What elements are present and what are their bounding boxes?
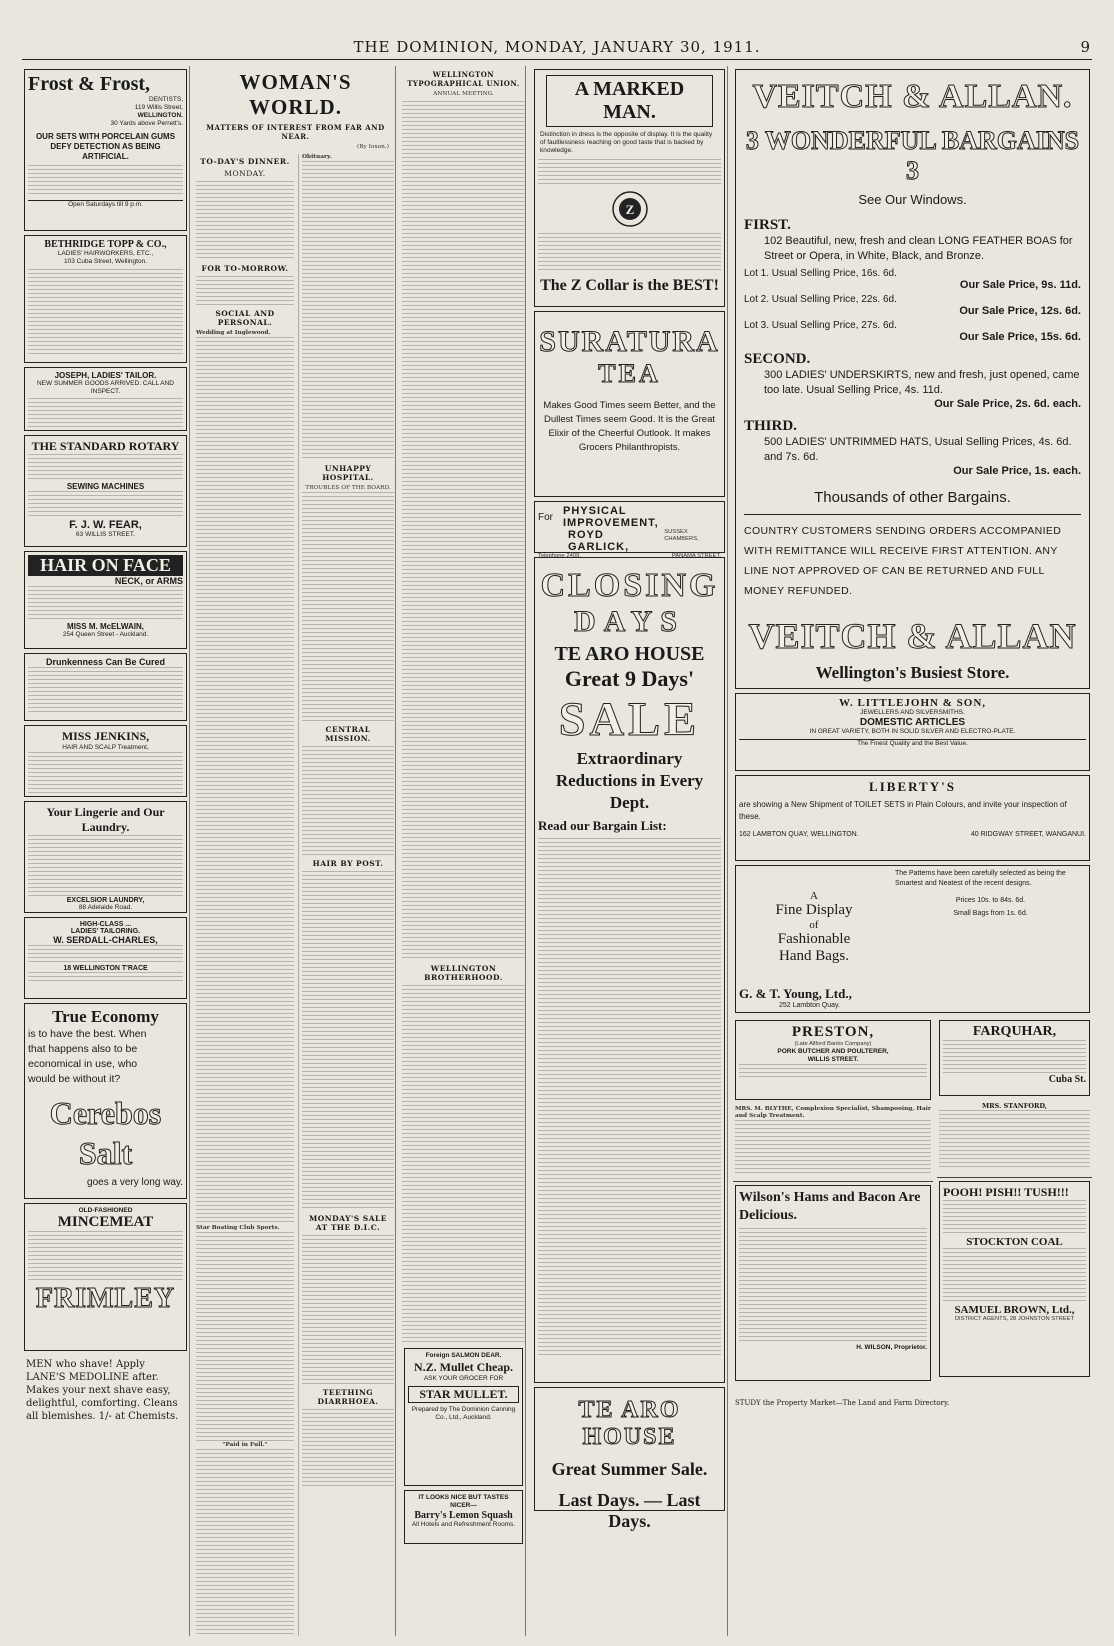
article-heading: MONDAY. — [224, 169, 266, 178]
ad-title: Frost & Frost, — [28, 73, 151, 95]
physical-improvement-ad — [534, 501, 725, 559]
ad-title: Drunkenness Can Be Cured — [45, 657, 166, 667]
ad-text: Hand Bags. — [779, 948, 849, 964]
miss-jenkins-ad — [24, 725, 187, 797]
store-name: TE ARO HOUSE — [554, 643, 705, 665]
ad-text: Cuba St. — [1048, 1074, 1086, 1085]
lanes-medoline-ad: MEN who shave! Apply LANE'S MEDOLINE after. Makes your next shave easy, delightful, comforting. Cleans all blemishes. 1/- at Chemists. — [26, 1359, 179, 1422]
lot-price: Our Sale Price, 1s. each. — [953, 465, 1081, 477]
ad-text: NECK, or ARMS — [114, 576, 183, 586]
ad-text: WILLIS STREET. — [807, 1056, 859, 1063]
farquhar-ad — [939, 1020, 1090, 1096]
ad-text: A — [810, 890, 818, 902]
ad-text: WELLINGTON. — [137, 112, 183, 119]
article-subheading: ANNUAL MEETING. — [433, 91, 494, 97]
column-womans-world — [196, 66, 396, 1636]
ad-text: Small Bags from 1s. 6d. — [953, 910, 1028, 917]
ad-headline: Great 9 Days' — [564, 666, 695, 691]
ad-headline: 3 WONDERFUL BARGAINS 3 — [745, 126, 1080, 185]
ad-headline: POOH! PISH!! TUSH!!! — [943, 1185, 1069, 1199]
ad-title: BETHRIDGE TOPP & CO., — [44, 239, 167, 250]
ad-headline: SALE — [558, 693, 701, 746]
ad-text: 500 LADIES' UNTRIMMED HATS, Usual Selling Prices, 4s. 6d. and 7s. 6d. — [764, 436, 1072, 463]
barrys-lemon-squash-ad — [404, 1490, 523, 1544]
joseph-tailor-ad — [24, 367, 187, 431]
ad-title: MINCEMEAT — [57, 1214, 154, 1230]
young-hand-bags-ad — [735, 865, 1090, 1013]
ad-title: FARQUHAR, — [972, 1024, 1057, 1039]
ad-text-line: that happens also to be — [28, 1043, 138, 1055]
article-heading: TROUBLES OF THE BOARD. — [305, 485, 391, 491]
ad-text: SUSSEX CHAMBERS, — [664, 529, 699, 542]
ad-text: 88 Adelaide Road. — [78, 904, 133, 911]
ad-text: All Hotels and Refreshment Rooms. — [411, 1521, 516, 1528]
star-mullet-ad — [404, 1348, 523, 1486]
svg-text:Z: Z — [625, 202, 634, 217]
ad-text: LADIES' HAIRWORKERS, ETC., — [57, 250, 154, 257]
littlejohn-jewellers-ad — [735, 693, 1090, 771]
ad-headline: DAYS — [574, 605, 685, 638]
mrs-stanford-ad — [937, 1100, 1092, 1178]
ad-text: LADIES' TAILORING. — [70, 928, 141, 935]
ad-title: True Economy — [52, 1007, 159, 1026]
lot-label: Lot 2. Usual Selling Price, 22s. 6d. — [744, 294, 897, 305]
ad-title: A MARKED MAN. — [546, 75, 713, 127]
blythe-ad — [733, 1104, 933, 1182]
drunkenness-ad — [24, 653, 187, 721]
ad-title: VEITCH & ALLAN. — [752, 78, 1073, 115]
ad-title: G. & T. Young, Ltd., — [739, 986, 852, 1001]
column-news — [402, 66, 526, 1636]
ad-title: Your Lingerie and Our Laundry. — [46, 805, 165, 834]
ad-text: 300 LADIES' UNDERSKIRTS, new and fresh, just opened, came too late. Usual Selling Price, 4s. 11d. — [764, 369, 1080, 396]
ad-subheading: Read our Bargain List: — [538, 818, 667, 833]
ad-text: H. WILSON, Proprietor. — [856, 1344, 927, 1351]
ad-text: Fashionable — [777, 931, 851, 947]
article-heading: UNHAPPY HOSPITAL. — [322, 464, 374, 482]
article-heading: Star Boating Club Sports. — [196, 1225, 280, 1231]
ad-text: F. J. W. FEAR, — [69, 519, 142, 531]
ad-title: PHYSICAL IMPROVEMENT, — [563, 505, 659, 529]
ad-text: NEW SUMMER GOODS ARRIVED. CALL AND INSPECT. — [36, 380, 174, 395]
ad-text: DISTRICT AGENTS, 28 JOHNSTON STREET — [954, 1316, 1075, 1322]
ad-text: 18 WELLINGTON T'RACE — [63, 965, 148, 972]
lot-price: Our Sale Price, 2s. 6d. each. — [934, 398, 1081, 410]
cerebos-salt-ad — [24, 1003, 187, 1199]
article-heading: Obituary. — [302, 154, 332, 160]
article-heading: TO-DAY'S DINNER. — [200, 157, 290, 166]
brand-logo: SURATURA — [539, 325, 720, 358]
masthead-title: THE DOMINION, MONDAY, JANUARY 30, 1911. — [353, 38, 761, 56]
standard-rotary-ad — [24, 435, 187, 547]
ad-text: 40 RIDGWAY STREET, WANGANUI. — [970, 831, 1086, 838]
ad-title: HIGH-CLASS ... — [79, 921, 132, 928]
article-heading: WELLINGTON BROTHERHOOD. — [424, 964, 503, 982]
ad-title: STOCKTON COAL — [966, 1236, 1063, 1248]
ad-title: JOSEPH, LADIES' TAILOR. — [54, 371, 157, 380]
ad-headline: Last Days. — Last Days. — [558, 1490, 701, 1531]
ad-text: 63 WILLIS STREET. — [76, 531, 135, 538]
ad-title: Barry's Lemon Squash — [414, 1510, 513, 1521]
article-heading: MONDAY'S SALE AT THE D.I.C. — [308, 1214, 388, 1232]
ad-title: N.Z. Mullet Cheap. — [414, 1360, 513, 1374]
brand-logo: FRIMLEY — [35, 1283, 176, 1314]
column-display-ads-right — [733, 66, 1092, 1636]
stockton-coal-ad — [939, 1181, 1090, 1377]
store-name: TE ARO HOUSE — [578, 1397, 681, 1450]
ad-text: Open Saturdays till 9 p.m. — [28, 200, 183, 209]
ad-text: 30 Yards above Perrett's. — [110, 120, 183, 127]
ad-headline: Extraordinary Reductions in Every Dept. — [555, 749, 704, 812]
ad-title: MISS JENKINS, — [61, 729, 150, 743]
article-heading: WELLINGTON TYPOGRAPHICAL UNION. — [407, 70, 520, 88]
ad-text: Makes Good Times seem Better, and the Dullest Times seem Good. It is the Great Elixir of the Cheerful Outlook. It makes Grocers Philanthropists. — [543, 400, 716, 453]
ad-text-line: is to have the best. When — [28, 1028, 147, 1040]
ad-text: 103 Cuba Street, Wellington. — [64, 258, 147, 265]
libertys-ad — [735, 775, 1090, 861]
brand-logo: TEA — [598, 359, 661, 388]
article-heading: HAIR BY POST. — [312, 859, 384, 868]
ad-text: W. SERDALL-CHARLES, — [53, 935, 158, 945]
ad-headline: CLOSING — [540, 567, 719, 604]
ladies-tailoring-ad — [24, 917, 187, 999]
ad-headline: OUR SETS WITH PORCELAIN GUMS DEFY DETECTION AS BEING ARTIFICIAL. — [35, 132, 176, 161]
ad-text: of — [809, 919, 819, 931]
ad-text: 102 Beautiful, new, fresh and clean LONG FEATHER BOAS for Street or Opera, in White, Black, and Bronze. — [764, 235, 1073, 262]
masthead — [22, 38, 1092, 60]
excelsior-laundry-ad — [24, 801, 187, 913]
wilsons-hams-ad — [735, 1185, 931, 1381]
ad-text: DENTISTS, — [149, 96, 183, 103]
ad-text: EXCELSIOR LAUNDRY, — [66, 897, 145, 904]
ad-text: DOMESTIC ARTICLES — [859, 717, 966, 728]
ad-text: MISS M. McELWAIN, — [67, 622, 144, 631]
ad-text: PORK BUTCHER AND POULTERER, — [777, 1048, 889, 1055]
ad-text: MRS. M. BLYTHE, Complexion Specialist, Shampooing, Hair and Scalp Treatment. — [735, 1106, 931, 1119]
section-title: WOMAN'S WORLD. — [239, 70, 352, 119]
lot-price: Our Sale Price, 15s. 6d. — [959, 331, 1081, 343]
ad-text: Thousands of other Bargains. — [744, 489, 1081, 515]
column-advertisements-left — [22, 66, 190, 1636]
lot-label: Lot 3. Usual Selling Price, 27s. 6d. — [744, 320, 897, 331]
ad-text: ASK YOUR GROCER FOR — [423, 1375, 504, 1382]
section-subtitle: MATTERS OF INTEREST FROM FAR AND NEAR. — [206, 123, 385, 141]
ad-title: PRESTON, — [791, 1024, 875, 1040]
veitch-allan-ad — [735, 69, 1090, 689]
ad-subheading: THIRD. — [744, 418, 797, 434]
preston-butcher-ad — [735, 1020, 931, 1100]
ad-text: Telephone 2409. — [538, 553, 581, 559]
lot-price: Our Sale Price, 12s. 6d. — [959, 305, 1081, 317]
ad-text: SEWING MACHINES — [66, 482, 145, 491]
page-number: 9 — [1080, 38, 1090, 56]
ad-title: MRS. STANFORD, — [981, 1102, 1048, 1110]
te-aro-house-closing-ad — [534, 557, 725, 1383]
ad-text: The Finest Quality and the Best Value. — [739, 739, 1086, 748]
ad-slogan: The Z Collar is the BEST! — [540, 277, 719, 294]
ad-text: SAMUEL BROWN, Ltd., — [954, 1304, 1075, 1316]
ad-text: OLD-FASHIONED — [78, 1207, 133, 1214]
ad-text: 162 LAMBTON QUAY, WELLINGTON. — [739, 831, 859, 838]
ad-text: Foreign SALMON DEAR. — [425, 1352, 502, 1359]
ad-title: THE STANDARD ROTARY — [31, 439, 180, 453]
property-market-ad: STUDY the Property Market—The Land and Farm Directory. — [735, 1399, 950, 1407]
ad-text-line: would be without it? — [28, 1073, 121, 1085]
article-heading: CENTRAL MISSION. — [325, 725, 371, 743]
ad-text-line: economical in use, who — [28, 1058, 138, 1070]
ad-text: (Late Allford Banks Company) — [794, 1041, 872, 1047]
z-collar-emblem-icon — [610, 189, 650, 229]
ad-text: are showing a New Shipment of TOILET SETS in Plain Colours, and invite your inspection of these. — [739, 800, 1067, 821]
article-heading: Wedding at Inglewood. — [196, 330, 271, 336]
ad-text: goes a very long way. — [87, 1177, 183, 1188]
ad-headline: Great Summer Sale. — [551, 1459, 708, 1479]
ad-text: 119 Willis Street, — [134, 104, 183, 111]
ad-notice: COUNTRY CUSTOMERS SENDING ORDERS ACCOMPANIED WITH REMITTANCE WILL RECEIVE FIRST ATTENTION. ANY LINE NOT APPROVED OF CAN BE RETURNED AND FULL MONEY REFUNDED. — [744, 525, 1062, 597]
z-collar-ad — [534, 69, 725, 307]
lot-label: Lot 1. Usual Selling Price, 16s. 6d. — [744, 268, 897, 279]
lot-price: Our Sale Price, 9s. 11d. — [959, 279, 1081, 291]
article-heading: "Paid in Full." — [222, 1442, 268, 1448]
suratura-tea-ad — [534, 311, 725, 497]
ad-subheading: SECOND. — [744, 351, 811, 367]
article-heading: TEETHING DIARRHOEA. — [317, 1388, 379, 1406]
article-heading: FOR TO-MORROW. — [201, 264, 289, 273]
ad-text: Fine Display — [775, 902, 853, 918]
frimley-mincemeat-ad — [24, 1203, 187, 1351]
ad-text: 254 Queen Street - Auckland. — [62, 631, 149, 638]
ad-text: IN GREAT VARIETY, BOTH IN SOLID SILVER AND ELECTRO-PLATE. — [809, 728, 1016, 735]
bethridge-topp-ad — [24, 235, 187, 363]
ad-text: See Our Windows. — [858, 192, 967, 207]
ad-text: Prices 10s. to 84s. 6d. — [955, 897, 1026, 904]
ad-subheading: FIRST. — [744, 217, 791, 233]
ad-text: IT LOOKS NICE BUT TASTES NICER— — [418, 1494, 509, 1509]
article-heading: SOCIAL AND PERSONAL. — [215, 309, 275, 327]
ad-text: The Patterns have been carefully selected as being the Smartest and Neatest of the recent designs. — [895, 870, 1066, 887]
byline: (By Ioxon.) — [356, 144, 389, 150]
ad-text: Distinction in dress is the opposite of display. It is the quality of faultlessness reaching on good taste that is backed by knowledge. — [540, 131, 713, 154]
frost-dentists-ad — [24, 69, 187, 231]
ad-text: HAIR AND SCALP Treatment, — [62, 744, 149, 751]
ad-text: For — [538, 511, 553, 523]
ad-slogan: Wellington's Busiest Store. — [815, 663, 1010, 682]
brand-logo: VEITCH & ALLAN — [748, 616, 1077, 656]
te-aro-house-summer-sale-ad — [534, 1387, 725, 1531]
hair-on-face-ad — [24, 551, 187, 649]
column-display-ads — [532, 66, 728, 1636]
ad-text: ROYD GARLICK, — [568, 529, 630, 553]
ad-text: Prepared by The Dominion Canning Co., Ltd., Auckland. — [411, 1406, 516, 1421]
ad-title: W. LITTLEJOHN & SON, — [838, 697, 987, 709]
ad-text: PANAMA STREET. — [671, 553, 721, 559]
ad-text: 252 Lambton Quay. — [779, 1002, 840, 1009]
brand-logo: Cerebos Salt — [49, 1095, 162, 1171]
ad-title: LIBERTY'S — [869, 779, 956, 794]
brand-logo: STAR MULLET. — [408, 1386, 519, 1403]
ad-text: JEWELLERS AND SILVERSMITHS. — [860, 709, 965, 716]
ad-title: Wilson's Hams and Bacon Are Delicious. — [739, 1190, 921, 1223]
ad-title: HAIR ON FACE — [28, 555, 183, 576]
